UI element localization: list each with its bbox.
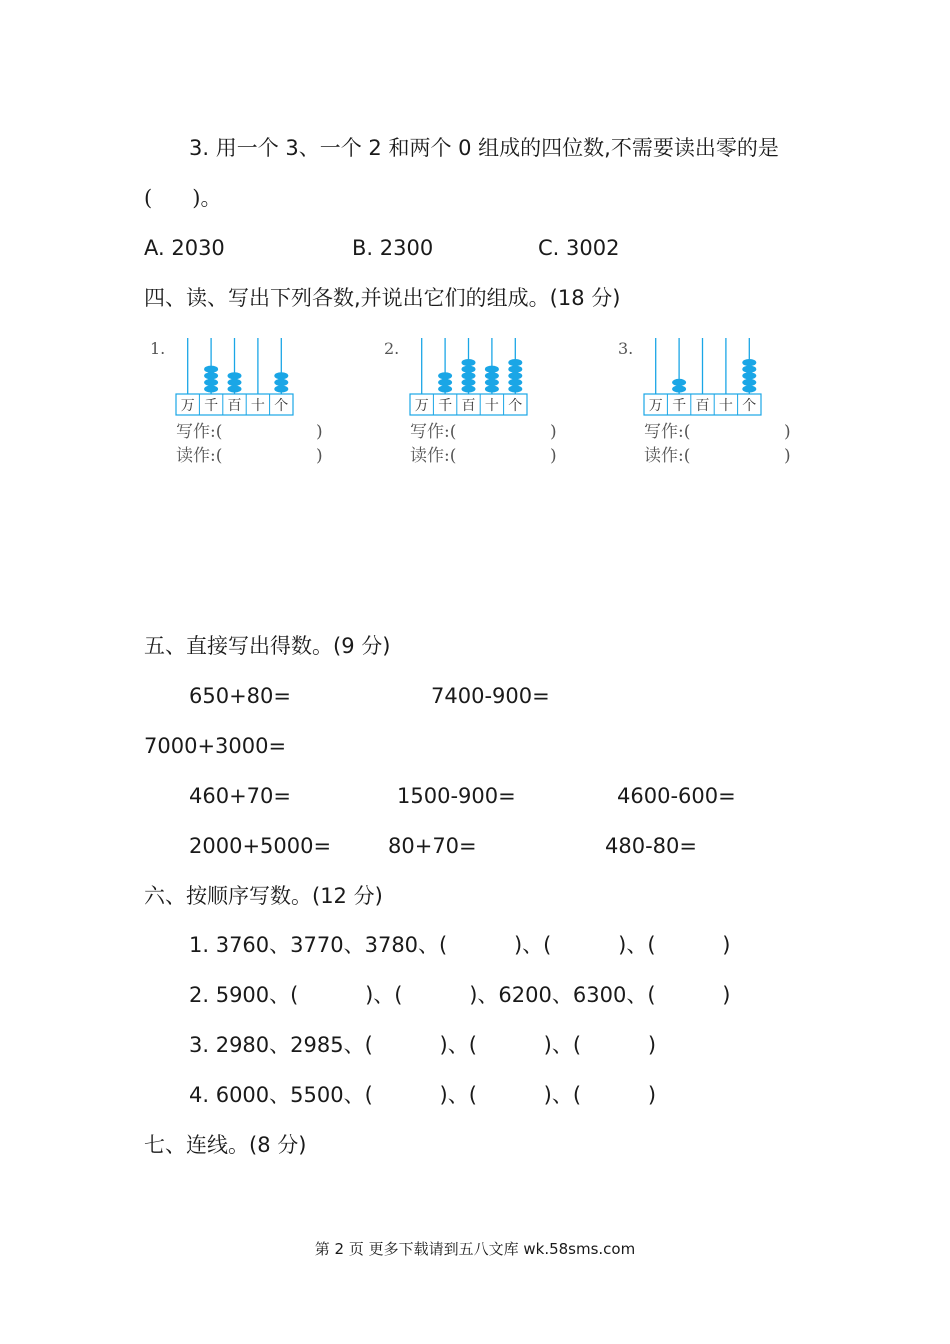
calc-item: 480-80=: [605, 834, 697, 858]
place-label: 万: [180, 398, 195, 414]
abacus-bead: [742, 372, 756, 379]
section7-title: 七、连线。(8 分): [144, 1133, 307, 1157]
q3-stem: 3. 用一个 3、一个 2 和两个 0 组成的四位数,不需要读出零的是: [189, 136, 779, 160]
abacus-bead: [742, 359, 756, 366]
q3-option-c: C. 3002: [538, 236, 620, 260]
abacus-bead: [438, 372, 452, 379]
calc-item: 650+80=: [189, 684, 291, 708]
abacus-3-figure: [616, 336, 796, 466]
section5-title: 五、直接写出得数。(9 分): [144, 634, 391, 658]
calc-item: 2000+5000=: [189, 834, 332, 858]
place-label: 十: [718, 398, 733, 414]
abacus-bead: [462, 385, 476, 392]
abacus-bead: [274, 385, 288, 392]
sequence-item: 1. 3760、3770、3780、( )、( )、( ): [189, 933, 731, 957]
place-label: 百: [695, 398, 710, 414]
abacus-bead: [485, 379, 499, 386]
place-label: 千: [204, 398, 219, 414]
abacus-bead: [462, 379, 476, 386]
place-label: 十: [250, 398, 265, 414]
place-label: 十: [484, 398, 499, 414]
abacus-1-figure: [148, 336, 328, 466]
abacus-bead: [508, 372, 522, 379]
write-label: 写作:(: [176, 422, 223, 442]
abacus-bead: [742, 379, 756, 386]
section4-title: 四、读、写出下列各数,并说出它们的组成。(18 分): [144, 286, 621, 310]
abacus-1: [148, 336, 328, 466]
abacus-bead: [228, 379, 242, 386]
write-close: ): [784, 422, 791, 442]
calc-item: 4600-600=: [617, 784, 736, 808]
place-label: 千: [438, 398, 453, 414]
read-label: 读作:(: [410, 446, 457, 466]
place-label: 百: [227, 398, 242, 414]
read-close: ): [784, 446, 791, 466]
abacus-bead: [228, 385, 242, 392]
abacus-number: 1.: [150, 339, 166, 358]
abacus-3: [616, 336, 796, 466]
abacus-bead: [508, 379, 522, 386]
abacus-bead: [204, 372, 218, 379]
abacus-bead: [485, 372, 499, 379]
place-label: 万: [648, 398, 663, 414]
read-label: 读作:(: [176, 446, 223, 466]
abacus-bead: [485, 366, 499, 373]
calc-item: 80+70=: [388, 834, 477, 858]
abacus-2-figure: [382, 336, 562, 466]
calc-item: 460+70=: [189, 784, 291, 808]
abacus-bead: [462, 366, 476, 373]
read-label: 读作:(: [644, 446, 691, 466]
place-label: 个: [274, 398, 289, 414]
abacus-bead: [204, 366, 218, 373]
read-close: ): [316, 446, 323, 466]
abacus-bead: [508, 366, 522, 373]
abacus-bead: [204, 379, 218, 386]
sequence-item: 3. 2980、2985、( )、( )、( ): [189, 1033, 657, 1057]
abacus-number: 3.: [618, 339, 634, 358]
q3-option-a: A. 2030: [144, 236, 225, 260]
page-footer: 第 2 页 更多下载请到五八文库 wk.58sms.com: [314, 1240, 636, 1258]
write-label: 写作:(: [644, 422, 691, 442]
place-label: 万: [414, 398, 429, 414]
abacus-bead: [274, 372, 288, 379]
place-label: 个: [742, 398, 757, 414]
abacus-bead: [438, 385, 452, 392]
abacus-bead: [485, 385, 499, 392]
abacus-bead: [462, 359, 476, 366]
sequence-item: 4. 6000、5500、( )、( )、( ): [189, 1083, 657, 1107]
abacus-bead: [672, 379, 686, 386]
section6-title: 六、按顺序写数。(12 分): [144, 884, 383, 908]
abacus-bead: [204, 385, 218, 392]
q3-answer-blank: ( )。: [144, 186, 222, 210]
abacus-bead: [462, 372, 476, 379]
place-label: 百: [461, 398, 476, 414]
sequence-item: 2. 5900、( )、( )、6200、6300、( ): [189, 983, 731, 1007]
abacus-bead: [672, 385, 686, 392]
q3-option-b: B. 2300: [352, 236, 434, 260]
abacus-bead: [508, 359, 522, 366]
abacus-bead: [742, 385, 756, 392]
read-close: ): [550, 446, 557, 466]
abacus-bead: [438, 379, 452, 386]
abacus-bead: [508, 385, 522, 392]
calc-item: 1500-900=: [397, 784, 516, 808]
abacus-bead: [228, 372, 242, 379]
abacus-bead: [274, 379, 288, 386]
place-label: 千: [672, 398, 687, 414]
write-close: ): [316, 422, 323, 442]
abacus-2: [382, 336, 562, 466]
place-label: 个: [508, 398, 523, 414]
abacus-number: 2.: [384, 339, 400, 358]
abacus-bead: [742, 366, 756, 373]
write-label: 写作:(: [410, 422, 457, 442]
calc-item: 7400-900=: [431, 684, 550, 708]
calc-item: 7000+3000=: [144, 734, 287, 758]
write-close: ): [550, 422, 557, 442]
